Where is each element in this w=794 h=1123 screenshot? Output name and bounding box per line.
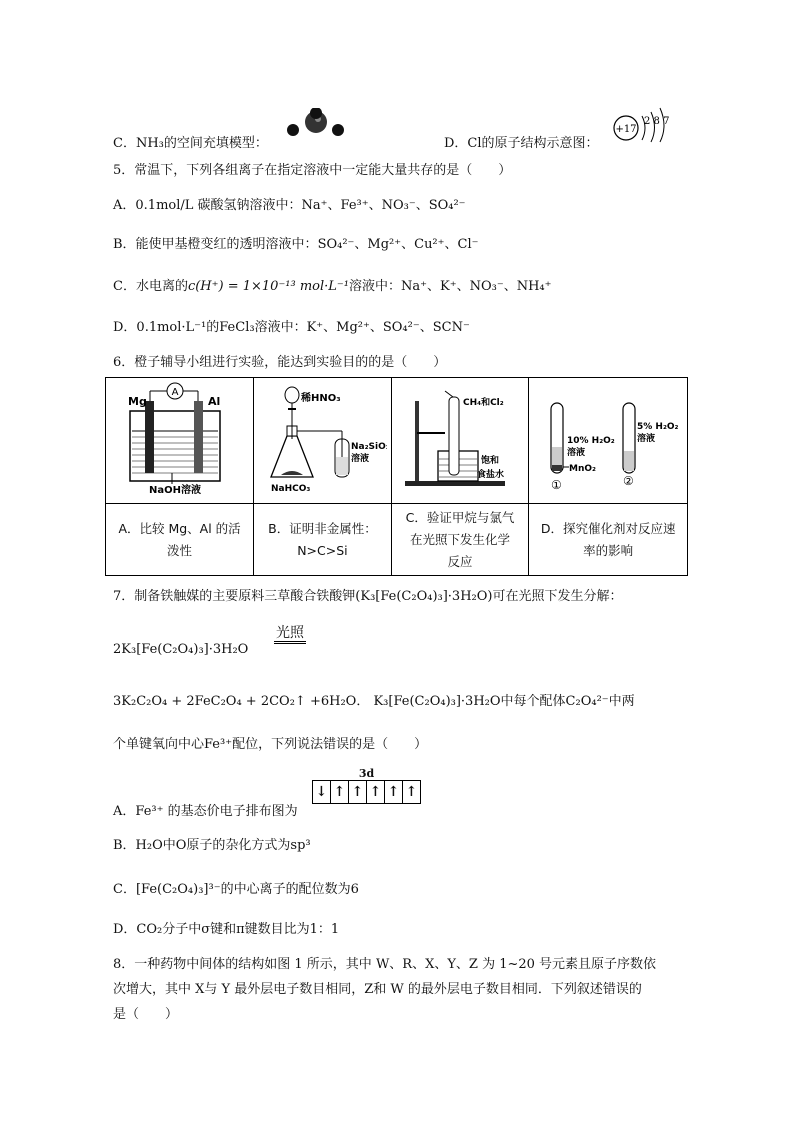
tube1-h2o2-label: 10% H₂O₂ (567, 436, 615, 446)
q5-a-ions: Na⁺、Fe³⁺、NO₃⁻、SO₄²⁻ (301, 198, 466, 213)
fig-a-galvanic-cell (110, 381, 250, 496)
q7-eq-left: 2K₃[Fe(C₂O₄)₃]·3H₂O (113, 642, 249, 657)
fig-d-cell (529, 378, 688, 504)
q8-line2: 次增大，其中 X与 Y 最外层电子数目相同，Z和 W 的最外层电子数目相同．下列叙述错误的 (113, 982, 642, 997)
q5-a-prefix: A．0.1mol/L 碳酸氢钠溶液中： (113, 198, 302, 213)
q7-c-prefix: C． (113, 882, 136, 897)
mg-electrode-label: Mg (127, 395, 147, 408)
q4-option-d (444, 134, 599, 154)
caption-b-line2: N>C>Si (297, 542, 348, 558)
q7-eq-condition: 光照 (274, 625, 306, 644)
orbital-box-1: ↓ (315, 784, 328, 800)
q5-b-prefix: B．能使甲基橙变红的透明溶液中： (113, 237, 318, 252)
q5-c-ions: Na⁺、K⁺、NO₃⁻、NH₄⁺ (401, 279, 552, 294)
q5-option-a (113, 196, 466, 216)
cl-nucleus-label: +17 (615, 124, 637, 135)
naoh-solution-label: NaOH溶液 (148, 485, 201, 496)
q7-stem1b: 可在光照下发生分解： (492, 589, 623, 604)
fig-c-cell (391, 378, 529, 504)
q5-d-ions: K⁺、Mg²⁺、SO₄²⁻、SCN⁻ (306, 320, 470, 335)
q5-c-suffix: 溶液中： (349, 279, 402, 294)
q4-option-c (113, 134, 268, 154)
na2sio3-label: Na₂SiO₃ (351, 442, 388, 452)
fe3-orbital-diagram (312, 768, 421, 804)
tube1-solution-label: 溶液 (567, 448, 586, 458)
fig-d-catalyst-comparison (533, 381, 683, 496)
q5-b-ions: SO₄²⁻、Mg²⁺、Cu²⁺、Cl⁻ (317, 237, 479, 252)
nh3-space-filling-model (285, 108, 347, 140)
caption-a-line2: 泼性 (167, 542, 193, 558)
orbital-box-2: ↑ (330, 781, 348, 803)
q7-stem3: 个单键氧向中心Fe³⁺配位，下列说法错误的是（ ） (113, 737, 428, 752)
fig-a-cell (106, 378, 254, 504)
caption-b-line1: B．证明非金属性： (268, 520, 377, 536)
q7-stem-line2 (113, 692, 635, 712)
cl-atom-structure-diagram (612, 104, 676, 144)
q5-d-prefix: D．0.1mol·L⁻¹的 (113, 320, 220, 335)
caption-c (391, 504, 529, 576)
saturated-label: 饱和 (481, 456, 500, 466)
q6-experiment-table (105, 377, 688, 576)
orbital-boxes (312, 780, 421, 804)
al-electrode-label: Al (207, 395, 220, 408)
caption-d-line2: 率的影响 (583, 542, 634, 558)
na2sio3-solution-label: 溶液 (351, 454, 370, 464)
q7-stem2b: 中两 (608, 694, 635, 709)
caption-b (254, 504, 392, 576)
orbital-box-5: ↑ (384, 781, 402, 803)
cl-shell-electrons: 2 8 7 (644, 116, 670, 127)
orbital-box-6: ↑ (402, 781, 420, 803)
q7-c-text: 的中心离子的配位数为6 (220, 882, 359, 897)
q7-c-formula: [Fe(C₂O₄)₃]³⁻ (135, 882, 221, 897)
caption-c-line1: C．验证甲烷与氯气 (405, 509, 515, 525)
q7-stem-line1 (113, 587, 623, 607)
q7-a-text: A．Fe³⁺ 的基态价电子排布图为 (113, 804, 298, 819)
q4-c-text: C．NH₃的空间充填模型： (113, 136, 268, 151)
fig-c-methane-chlorine-apparatus (395, 381, 525, 496)
q7-option-d: D．CO₂分子中σ键和π键数目比为1：1 (113, 922, 340, 937)
q7-option-a (113, 802, 298, 822)
fig-b-cell (254, 378, 392, 504)
q7-option-c (113, 880, 359, 900)
caption-d-line1: D．探究催化剂对反应速 (540, 520, 676, 536)
q8-line1: 8．一种药物中间体的结构如图 1 所示，其中 W、R、X、Y、Z 为 1~20 号元素且原子序数依 (113, 957, 657, 972)
orbital-box-4: ↑ (366, 781, 384, 803)
q5-c-prefix: C．水电离的 (113, 279, 188, 294)
tube1-number: ① (551, 478, 562, 492)
q7-stem2: 中每个配体 (500, 694, 566, 709)
orbital-3d-label: 3d (358, 767, 375, 780)
q7-option-b: B．H₂O中O原子的杂化方式为sp³ (113, 838, 311, 853)
q7-formula: (K₃[Fe(C₂O₄)₃]·3H₂O) (355, 589, 493, 604)
q5-d-salt: FeCl₃ (219, 320, 255, 335)
caption-c-line3: 反应 (447, 553, 473, 569)
q6-stem: 6．橙子辅导小组进行实验，能达到实验目的的是（ ） (113, 355, 447, 370)
fig-b-acid-strength-apparatus (257, 381, 387, 496)
q7-eq-right: 3K₂C₂O₄ + 2FeC₂O₄ + 2CO₂↑ +6H₂O． (113, 694, 370, 709)
q5-d-suffix: 溶液中： (254, 320, 307, 335)
caption-c-line2: 在光照下发生化学 (410, 531, 511, 547)
mno2-label: MnO₂ (569, 464, 597, 474)
q8-line3: 是（ ） (113, 1007, 179, 1022)
q5-option-d (113, 318, 470, 338)
q7-stem1: 7．制备铁触媒的主要原料三草酸合铁酸钾 (113, 589, 356, 604)
caption-a-line1: A．比较 Mg、Al 的活 (118, 520, 241, 536)
q5-stem: 5．常温下，下列各组离子在指定溶液中一定能大量共存的是（ ） (113, 163, 512, 178)
q7-equation-left (113, 640, 248, 660)
brine-label: 食盐水 (477, 470, 505, 480)
q5-option-b (113, 235, 478, 255)
ch4-cl2-label: CH₄和Cl₂ (463, 398, 504, 408)
ammeter-label: A (171, 387, 178, 398)
nahco3-label: NaHCO₃ (271, 484, 311, 494)
q7-formula2: K₃[Fe(C₂O₄)₃]·3H₂O (373, 694, 501, 709)
caption-a (106, 504, 254, 576)
caption-d (529, 504, 688, 576)
orbital-box-3: ↑ (348, 781, 366, 803)
q7-ligand: C₂O₄²⁻ (565, 694, 609, 709)
q4-d-text: D．Cl的原子结构示意图： (444, 136, 599, 151)
tube2-number: ② (623, 474, 634, 488)
q5-c-condition: c(H⁺) = 1×10⁻¹³ mol·L⁻¹ (187, 279, 350, 294)
tube2-h2o2-label: 5% H₂O₂ (637, 422, 679, 432)
tube2-solution-label: 溶液 (637, 434, 656, 444)
q5-option-c (113, 277, 551, 297)
dilute-hno3-label: 稀HNO₃ (301, 393, 342, 404)
